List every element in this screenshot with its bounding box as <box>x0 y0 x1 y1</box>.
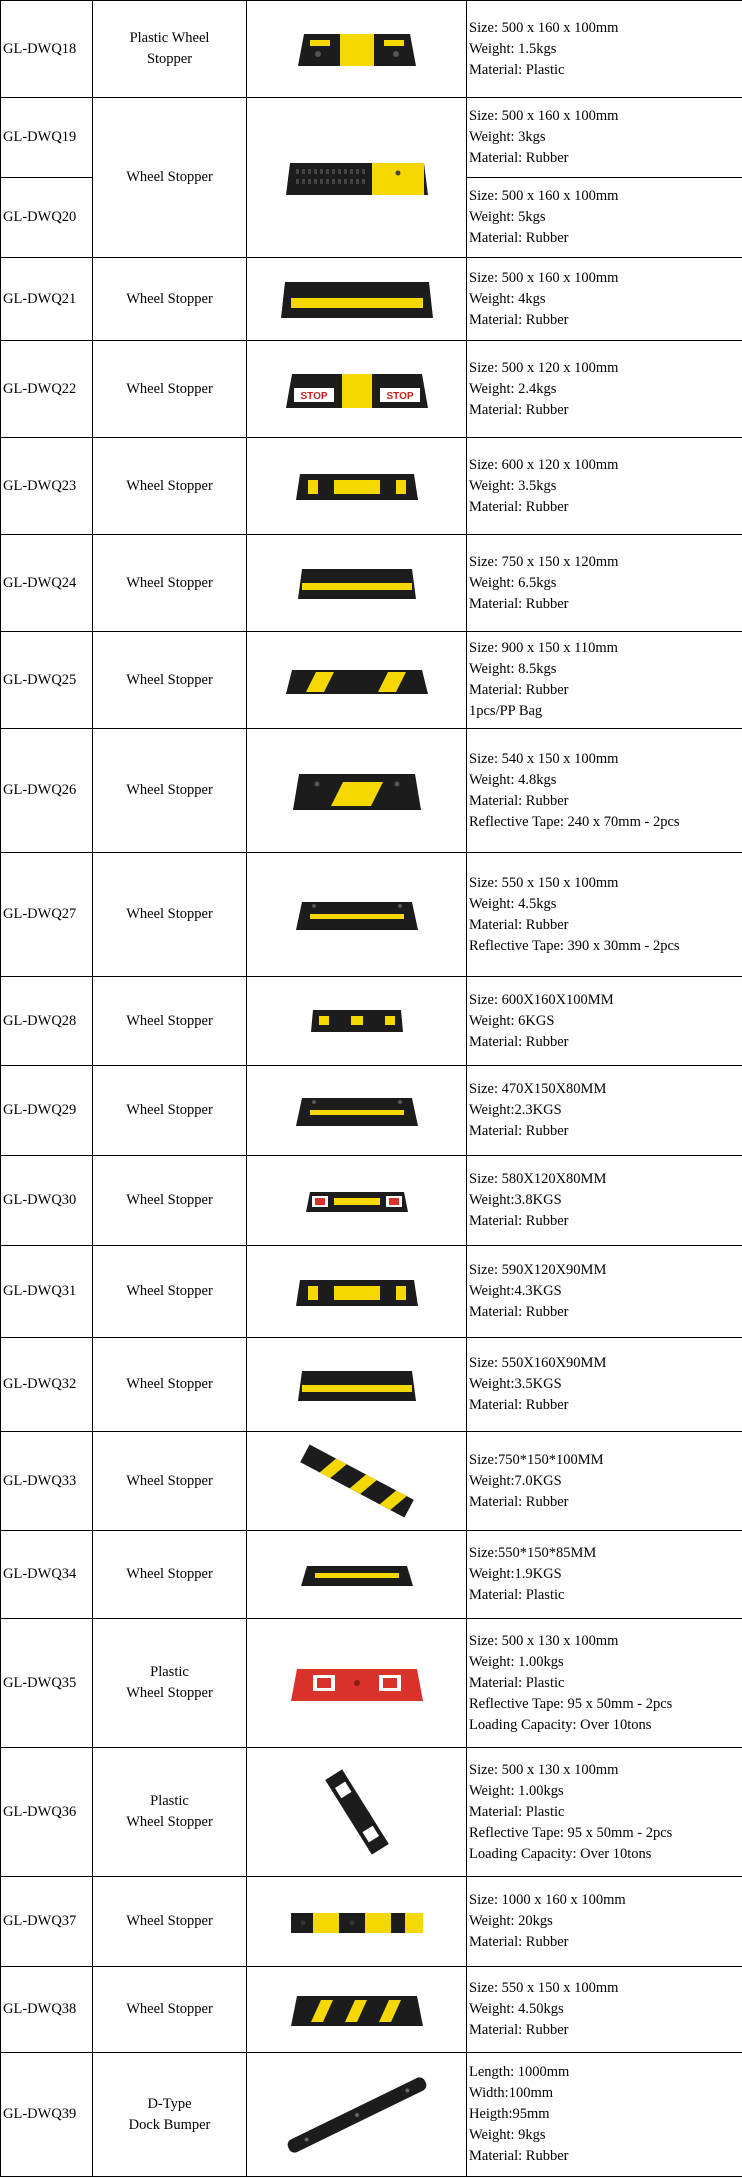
spec-line: Size: 550 x 150 x 100mm <box>469 1980 619 1996</box>
product-specs <box>467 1338 742 1432</box>
table-row <box>1 1748 742 1877</box>
product-name <box>93 1156 247 1246</box>
spec-line: Size: 500 x 120 x 100mm <box>469 359 619 376</box>
product-name-line: Plastic <box>150 1664 189 1680</box>
product-image <box>247 341 467 438</box>
spec-line: Material: Rubber <box>469 311 569 328</box>
product-code: GL-DWQ33 <box>1 1432 93 1531</box>
spec-line: Weight:3.5KGS <box>469 1376 562 1392</box>
product-specs <box>467 1 742 98</box>
product-name <box>93 632 247 729</box>
spec-line: Weight: 6.5kgs <box>469 574 557 591</box>
spec-line: Material: Rubber <box>469 1493 569 1510</box>
stop-label-left: STOP <box>299 391 328 402</box>
product-name-line: Wheel Stopper <box>126 1472 213 1489</box>
rubber-stopper-center-parallelogram-icon <box>287 766 427 816</box>
product-code: GL-DWQ32 <box>1 1338 93 1432</box>
spec-line: Weight:1.9KGS <box>469 1566 562 1582</box>
product-specs <box>467 853 742 977</box>
rubber-stopper-yellow-stripe-icon <box>277 274 437 324</box>
product-image <box>247 1156 467 1246</box>
spec-line: Size: 500 x 160 x 100mm <box>469 269 619 286</box>
product-name <box>93 1 247 98</box>
spec-line: Size: 500 x 130 x 100mm <box>469 1632 619 1649</box>
product-image <box>247 632 467 729</box>
product-name-line: Wheel Stopper <box>126 2001 213 2017</box>
rubber-stopper-three-yellow-blocks-icon <box>307 1004 407 1038</box>
rubber-stopper-hazard-stripes-icon <box>287 1988 427 2032</box>
table-row <box>1 632 742 729</box>
table-row <box>1 98 742 178</box>
spec-line: Size: 500 x 130 x 100mm <box>469 1761 619 1778</box>
product-name <box>93 729 247 853</box>
table-row <box>1 258 742 341</box>
product-name <box>93 1531 247 1619</box>
spec-line: Material: Rubber <box>469 595 569 612</box>
spec-line: Material: Rubber <box>469 230 569 246</box>
spec-line: Material: Rubber <box>469 1123 569 1139</box>
product-specs <box>467 98 742 178</box>
product-name <box>93 977 247 1066</box>
spec-line: Size: 590X120X90MM <box>469 1262 607 1278</box>
spec-line: Weight:4.3KGS <box>469 1283 562 1299</box>
product-code: GL-DWQ34 <box>1 1531 93 1619</box>
table-row <box>1 438 742 535</box>
product-name-line: Dock Bumper <box>128 2116 211 2133</box>
product-name-line: Wheel Stopper <box>126 1814 213 1830</box>
table-row <box>1 1967 742 2053</box>
product-code: GL-DWQ30 <box>1 1156 93 1246</box>
spec-line: Material: Rubber <box>469 150 569 166</box>
product-name-line: Wheel Stopper <box>126 477 213 494</box>
spec-line: Weight: 1.00kgs <box>469 1653 564 1670</box>
rubber-stopper-yellow-end-icon <box>282 155 432 201</box>
product-name <box>93 535 247 632</box>
spec-line: Weight: 4.8kgs <box>469 771 557 788</box>
spec-line: Material: Rubber <box>469 2022 569 2038</box>
spec-line: Weight:7.0KGS <box>469 1472 562 1489</box>
product-name <box>93 1967 247 2053</box>
product-name <box>93 2053 247 2177</box>
product-specs <box>467 1531 742 1619</box>
spec-line: Width:100mm <box>469 2085 553 2101</box>
spec-line: Weight:3.8KGS <box>469 1192 562 1208</box>
product-image <box>247 1748 467 1877</box>
spec-line: Material: Rubber <box>469 1213 569 1229</box>
product-code: GL-DWQ38 <box>1 1967 93 2053</box>
spec-line: Material: Rubber <box>469 916 569 933</box>
product-image <box>247 2053 467 2177</box>
spec-line: Size: 600X160X100MM <box>469 991 614 1008</box>
stop-label-right: STOP <box>385 391 414 402</box>
table-row <box>1 729 742 853</box>
product-image <box>247 729 467 853</box>
product-name-line: Wheel Stopper <box>126 1376 213 1392</box>
product-name <box>93 1246 247 1338</box>
spec-line: Size:750*150*100MM <box>469 1451 604 1468</box>
spec-line: Loading Capacity: Over 10tons <box>469 1716 652 1733</box>
d-type-dock-bumper-icon <box>277 2075 437 2155</box>
spec-line: Material: Plastic <box>469 1803 565 1820</box>
product-name-line: Wheel Stopper <box>126 1283 213 1299</box>
product-image <box>247 1338 467 1432</box>
product-specs <box>467 2053 742 2177</box>
spec-line: Heigth:95mm <box>469 2106 550 2122</box>
product-name-line: Wheel Stopper <box>126 906 213 922</box>
product-code: GL-DWQ27 <box>1 853 93 977</box>
product-image <box>247 853 467 977</box>
plastic-yellow-center-stopper-icon <box>292 26 422 72</box>
spec-line: Size: 580X120X80MM <box>469 1171 607 1187</box>
spec-line: Weight: 8.5kgs <box>469 661 557 677</box>
table-row <box>1 1156 742 1246</box>
spec-line: Size: 500 x 160 x 100mm <box>469 188 619 204</box>
product-code: GL-DWQ21 <box>1 258 93 341</box>
product-name <box>93 438 247 535</box>
product-name-line: D-Type <box>147 2095 192 2112</box>
spec-line: Size: 500 x 160 x 100mm <box>469 108 619 124</box>
product-specs <box>467 1619 742 1748</box>
product-specs <box>467 1967 742 2053</box>
product-code: GL-DWQ36 <box>1 1748 93 1877</box>
spec-line: Material: Rubber <box>469 1397 569 1413</box>
product-code: GL-DWQ23 <box>1 438 93 535</box>
product-code: GL-DWQ29 <box>1 1066 93 1156</box>
spec-line: Reflective Tape: 390 x 30mm - 2pcs <box>469 937 680 954</box>
product-name <box>93 1748 247 1877</box>
spec-line: Material: Rubber <box>469 1934 569 1950</box>
spec-line: Size: 750 x 150 x 120mm <box>469 553 619 570</box>
spec-line: Loading Capacity: Over 10tons <box>469 1845 652 1862</box>
product-name-line: Wheel Stopper <box>126 290 213 307</box>
product-image <box>247 1967 467 2053</box>
spec-line: Material: Rubber <box>469 498 569 515</box>
product-name-line: Wheel Stopper <box>126 1192 213 1208</box>
product-image <box>247 1066 467 1156</box>
product-name <box>93 1338 247 1432</box>
product-specs <box>467 341 742 438</box>
red-plastic-stopper-icon <box>287 1659 427 1707</box>
product-code: GL-DWQ24 <box>1 535 93 632</box>
product-code: GL-DWQ18 <box>1 1 93 98</box>
product-image <box>247 1432 467 1531</box>
product-code: GL-DWQ35 <box>1 1619 93 1748</box>
product-specs <box>467 178 742 258</box>
product-name <box>93 258 247 341</box>
product-name-line: Wheel Stopper <box>126 380 213 397</box>
spec-line: Material: Rubber <box>469 682 569 698</box>
product-specs <box>467 1748 742 1877</box>
product-code: GL-DWQ31 <box>1 1246 93 1338</box>
table-row <box>1 1531 742 1619</box>
product-name-line: Wheel Stopper <box>126 1685 213 1701</box>
spec-line: Weight: 4.5kgs <box>469 895 557 912</box>
product-name-line: Stopper <box>146 51 193 67</box>
spec-line: Weight: 20kgs <box>469 1913 553 1929</box>
product-name-line: Plastic <box>150 1793 189 1809</box>
product-name-line: Wheel Stopper <box>126 1012 213 1029</box>
product-image <box>247 98 467 258</box>
table-row <box>1 2053 742 2177</box>
spec-line: Weight: 9kgs <box>469 2127 546 2143</box>
product-name-line: Wheel Stopper <box>126 1913 213 1929</box>
product-image <box>247 1 467 98</box>
spec-line: Material: Plastic <box>469 61 565 78</box>
spec-line: Reflective Tape: 95 x 50mm - 2pcs <box>469 1824 673 1841</box>
product-code: GL-DWQ25 <box>1 632 93 729</box>
rubber-stopper-red-labels-icon <box>302 1184 412 1218</box>
spec-line: Size: 540 x 150 x 100mm <box>469 750 619 767</box>
table-row <box>1 977 742 1066</box>
table-row <box>1 853 742 977</box>
spec-line: Size:550*150*85MM <box>469 1545 597 1561</box>
spec-line: Material: Plastic <box>469 1674 565 1691</box>
spec-line: Size: 550 x 150 x 100mm <box>469 874 619 891</box>
table-row <box>1 1066 742 1156</box>
rubber-stopper-yellow-band-icon <box>292 1363 422 1407</box>
spec-line: Weight: 1.5kgs <box>469 40 557 57</box>
spec-line: Weight: 6KGS <box>469 1012 555 1029</box>
table-row <box>1 1338 742 1432</box>
product-name <box>93 1066 247 1156</box>
rubber-stopper-yellow-blocks-icon <box>292 1272 422 1312</box>
product-specs <box>467 729 742 853</box>
product-code: GL-DWQ20 <box>1 178 93 258</box>
product-image <box>247 1531 467 1619</box>
spec-line: Weight: 3.5kgs <box>469 477 557 494</box>
product-image <box>247 1877 467 1967</box>
spec-line: Length: 1000mm <box>469 2064 570 2080</box>
product-image <box>247 535 467 632</box>
spec-line: Material: Plastic <box>469 1587 565 1603</box>
spec-line: Reflective Tape: 240 x 70mm - 2pcs <box>469 813 680 830</box>
table-row <box>1 1619 742 1748</box>
product-name <box>93 98 247 258</box>
rubber-stopper-yellow-band-icon <box>292 561 422 605</box>
product-specs <box>467 438 742 535</box>
spec-line: Material: Rubber <box>469 2148 569 2164</box>
product-name-line: Wheel Stopper <box>126 1566 213 1582</box>
product-name <box>93 341 247 438</box>
spec-line: Reflective Tape: 95 x 50mm - 2pcs <box>469 1695 673 1712</box>
product-name-line: Wheel Stopper <box>126 671 213 688</box>
product-code: GL-DWQ22 <box>1 341 93 438</box>
spec-line: Weight: 1.00kgs <box>469 1782 564 1799</box>
product-name-line: Wheel Stopper <box>126 1102 213 1118</box>
product-code: GL-DWQ28 <box>1 977 93 1066</box>
product-specs <box>467 1432 742 1531</box>
product-code: GL-DWQ39 <box>1 2053 93 2177</box>
spec-line: Material: Rubber <box>469 1033 569 1050</box>
product-code: GL-DWQ19 <box>1 98 93 178</box>
product-specs <box>467 1246 742 1338</box>
product-specs <box>467 535 742 632</box>
spec-line: Size: 500 x 160 x 100mm <box>469 19 619 36</box>
tilted-stopper-diagonal-stripes-icon <box>292 1441 422 1521</box>
product-image <box>247 1246 467 1338</box>
table-row <box>1 1246 742 1338</box>
rubber-stopper-thin-yellow-line-icon <box>292 1090 422 1132</box>
product-specs <box>467 258 742 341</box>
product-name-line: Wheel Stopper <box>126 169 213 185</box>
product-name-line: Plastic Wheel <box>129 30 210 46</box>
rubber-stopper-thin-yellow-line-icon <box>292 894 422 936</box>
spec-line: Size: 900 x 150 x 110mm <box>469 640 618 656</box>
product-image <box>247 977 467 1066</box>
product-name <box>93 1877 247 1967</box>
product-specs <box>467 1877 742 1967</box>
tilted-plastic-stopper-icon <box>307 1762 407 1862</box>
table-row <box>1 341 742 438</box>
rubber-stopper-yellow-blocks-icon <box>292 466 422 506</box>
spec-line: Material: Rubber <box>469 401 569 418</box>
spec-line: Weight: 3kgs <box>469 129 546 145</box>
product-specs <box>467 1066 742 1156</box>
spec-line: Size: 470X150X80MM <box>469 1081 607 1097</box>
product-image <box>247 1619 467 1748</box>
product-name <box>93 1432 247 1531</box>
product-table-body <box>1 1 742 2177</box>
spec-line: 1pcs/PP Bag <box>469 703 543 719</box>
product-specs <box>467 632 742 729</box>
plastic-stopper-yellow-line-icon <box>297 1558 417 1592</box>
product-name <box>93 1619 247 1748</box>
product-name <box>93 853 247 977</box>
table-row <box>1 1432 742 1531</box>
spec-line: Material: Rubber <box>469 1304 569 1320</box>
spec-line: Size: 600 x 120 x 100mm <box>469 456 619 473</box>
spec-line: Weight:2.3KGS <box>469 1102 562 1118</box>
product-code: GL-DWQ26 <box>1 729 93 853</box>
product-code: GL-DWQ37 <box>1 1877 93 1967</box>
product-image <box>247 438 467 535</box>
spec-line: Weight: 4.50kgs <box>469 2001 564 2017</box>
rubber-stopper-diagonal-stripes-icon <box>282 660 432 700</box>
table-row <box>1 1877 742 1967</box>
spec-line: Weight: 2.4kgs <box>469 380 557 397</box>
product-specs <box>467 977 742 1066</box>
spec-line: Material: Rubber <box>469 792 569 809</box>
spec-line: Weight: 5kgs <box>469 209 546 225</box>
spec-line: Weight: 4kgs <box>469 290 546 307</box>
product-name-line: Wheel Stopper <box>126 782 213 798</box>
table-row <box>1 535 742 632</box>
table-row <box>1 1 742 98</box>
rubber-stopper-yellow-black-blocks-icon <box>287 1905 427 1939</box>
product-image <box>247 258 467 341</box>
stopper-with-stop-labels-icon <box>282 364 432 414</box>
spec-line: Size: 550X160X90MM <box>469 1355 607 1371</box>
product-specs <box>467 1156 742 1246</box>
product-name-line: Wheel Stopper <box>126 574 213 591</box>
spec-line: Size: 1000 x 160 x 100mm <box>469 1892 626 1908</box>
